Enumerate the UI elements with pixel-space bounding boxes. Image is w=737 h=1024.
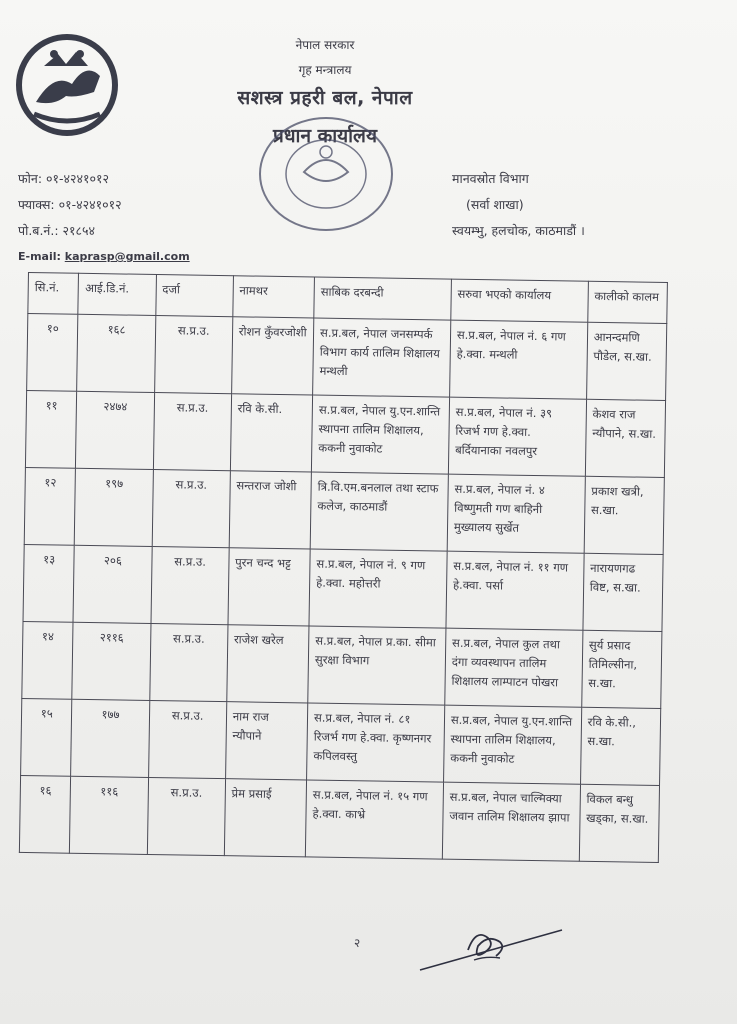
cell-name: रोशन कुँवरजोशी [231,317,313,395]
table-row [23,544,663,631]
cell-name: पुरन चन्द भट्ट [228,548,310,626]
cell-name: रवि के.सी. [230,394,312,472]
cell-new-office: स.प्र.बल, नेपाल कुल तथा दंगा व्यवस्थापन तालिम शिक्षालय लाम्पाटन पोखरा [445,628,583,707]
col-new-office: सरुवा भएको कार्यालय [451,279,588,322]
cell-id: ११६ [70,776,148,854]
cell-rank: स.प्र.उ. [149,623,227,701]
cell-rank: स.प्र.उ. [148,700,226,778]
cell-previous-post: स.प्र.बल, नेपाल नं. ८१ रिजर्भ गण हे.क्वा. कृष्णनगर कपिलवस्तु [307,703,445,782]
po-box: पो.ब.नं.: २१८५४ [18,223,96,238]
cell-id: २४७४ [76,391,154,469]
col-name: नामथर [233,276,315,318]
cell-serial: १३ [23,544,75,622]
table-row [22,621,662,708]
office-stamp-icon [252,112,400,242]
cell-rank: स.प्र.उ. [153,392,231,470]
cell-id: १६८ [77,314,155,392]
col-rank: दर्जा [155,275,233,317]
cell-previous-post: स.प्र.बल, नेपाल प्र.का. सीमा सुरक्षा विभाग [308,626,446,705]
col-previous-post: साबिक दरबन्दी [314,277,451,320]
cell-id: २११६ [72,622,150,700]
page-number: २ [354,936,361,950]
cell-rank: स.प्र.उ. [152,469,230,547]
cell-serial: १४ [22,621,74,699]
cell-vacancy: नारायणगढ विष्ट, स.खा. [583,553,663,631]
organization-name: सशस्त्र प्रहरी बल, नेपाल [237,87,413,109]
table-row [21,698,661,785]
table-row [25,390,665,477]
cell-id: २०६ [73,545,151,623]
nepal-emblem-icon [14,32,120,138]
cell-name: सन्तराज जोशी [229,471,311,549]
cell-new-office: स.प्र.बल, नेपाल चाल्मिक्या जवान तालिम शिक्षालय झापा [442,782,580,861]
government-name: नेपाल सरकार [295,38,355,52]
cell-new-office: स.प्र.बल, नेपाल यु.एन.शान्ति स्थापना तालिम शिक्षालय, ककनी नुवाकोट [443,705,581,784]
signature-icon [416,916,566,976]
cell-id: १७७ [71,699,149,777]
cell-serial: ११ [25,390,77,468]
cell-name: नाम राज न्यौपाने [225,702,307,780]
cell-id: १९७ [75,468,153,546]
cell-vacancy: आनन्दमणि पौडेल, स.खा. [586,322,666,400]
fax: फ्याक्स: ०१-४२४१०१२ [18,197,122,212]
cell-rank: स.प्र.उ. [147,777,225,855]
cell-vacancy: प्रकाश खत्री, स.खा. [584,476,664,554]
cell-vacancy: विकल बन्धु खड्का, स.खा. [579,784,659,862]
cell-previous-post: स.प्र.बल, नेपाल नं. ९ गण हे.क्वा. महोत्तरी [309,549,447,628]
cell-previous-post: स.प्र.बल, नेपाल यु.एन.शान्ति स्थापना तालिम शिक्षालय, ककनी नुवाकोट [311,395,449,474]
cell-previous-post: स.प्र.बल, नेपाल जनसम्पर्क विभाग कार्य तालिम शिक्षालय मन्थली [313,318,451,397]
cell-new-office: स.प्र.बल, नेपाल नं. ३९ रिजर्भ गण हे.क्वा. बर्दियानाका नवलपुर [448,397,586,476]
table-row [24,467,664,554]
table-row [27,314,667,401]
cell-serial: १२ [24,467,76,545]
department-address: स्वयम्भु, हलचोक, काठमाडौं । [452,223,585,238]
cell-vacancy: रवि के.सी., स.खा. [580,707,660,785]
contact-block [18,166,190,270]
department-block [452,166,585,244]
col-id: आई.डि.नं. [78,273,156,315]
cell-name: प्रेम प्रसाई [224,779,306,857]
cell-name: राजेश खरेल [227,625,309,703]
transfer-table [19,272,668,863]
email-line [18,244,190,270]
cell-previous-post: स.प्र.बल, नेपाल नं. १५ गण हे.क्वा. काभ्रे [305,780,443,859]
cell-new-office: स.प्र.बल, नेपाल नं. ४ विष्णुमती गण बाहिनी मुख्यालय सुर्खेत [447,474,585,553]
email-label: E-mail: [18,250,61,263]
cell-rank: स.प्र.उ. [154,316,232,394]
ministry-name: गृह मन्त्रालय [298,63,352,77]
cell-serial: १५ [21,698,73,776]
phone: फोन: ०१-४२४१०१२ [18,171,110,186]
cell-serial: १६ [19,775,71,853]
cell-new-office: स.प्र.बल, नेपाल नं. ११ गण हे.क्वा. पर्सा [446,551,584,630]
col-vacancy: कालीको कालम [587,281,667,323]
department-name: मानवस्रोत विभाग [452,171,529,186]
cell-serial: १० [27,314,79,392]
cell-new-office: स.प्र.बल, नेपाल नं. ६ गण हे.क्वा. मन्थली [449,320,587,399]
cell-previous-post: त्रि.वि.एम.बनलाल तथा स्टाफ कलेज, काठमाडौं [310,472,448,551]
office-name: प्रधान कार्यालय [273,125,377,147]
cell-vacancy: सुर्य प्रसाद तिमिल्सीना, स.खा. [581,630,661,708]
cell-vacancy: केशव राज न्यौपाने, स.खा. [585,399,665,477]
table-row [19,775,659,862]
cell-rank: स.प्र.उ. [151,546,229,624]
email-link[interactable]: kaprasp@gmail.com [64,250,190,263]
branch-name: (सर्वा शाखा) [466,197,524,212]
col-serial: सि.नं. [28,273,79,315]
